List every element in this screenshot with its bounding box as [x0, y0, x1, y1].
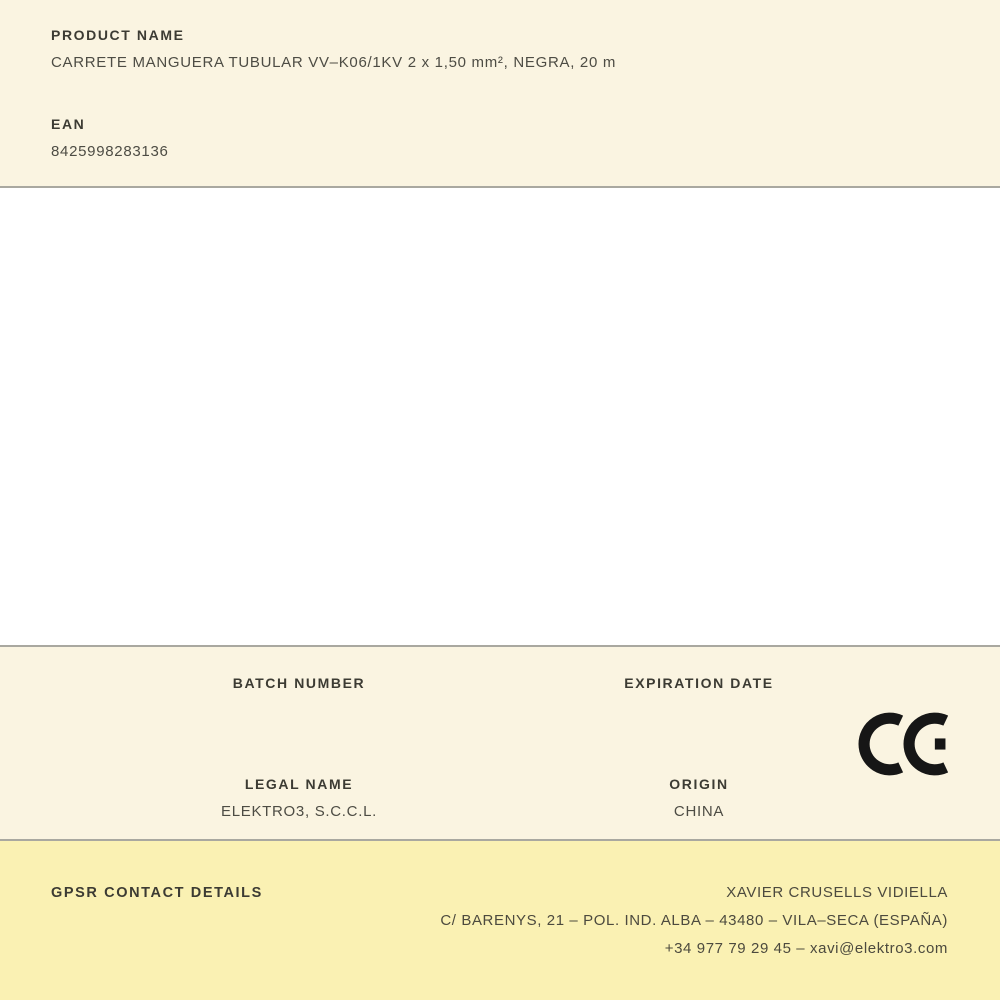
- contact-details-block: [440, 879, 948, 963]
- product-name-field: [51, 27, 949, 71]
- details-row-bottom: [0, 776, 1000, 820]
- contact-name: XAVIER CRUSELLS VIDIELLA: [726, 884, 948, 901]
- gpsr-contact-section: [0, 841, 1000, 1000]
- ean-value: 8425998283136: [51, 143, 169, 160]
- ce-mark-icon: [858, 712, 948, 776]
- details-row-top: [0, 675, 1000, 702]
- ean-field: [51, 116, 949, 160]
- origin-label: ORIGIN: [669, 776, 729, 792]
- legal-name-value: ELEKTRO3, S.C.C.L.: [221, 803, 377, 820]
- product-info-section: [0, 0, 1000, 186]
- legal-name-label: LEGAL NAME: [244, 776, 354, 792]
- batch-number-label: BATCH NUMBER: [232, 675, 366, 691]
- origin-value: CHINA: [673, 803, 725, 820]
- ean-label: EAN: [51, 116, 86, 132]
- gpsr-contact-label: GPSR CONTACT DETAILS: [51, 885, 263, 901]
- product-image-area: [0, 188, 1000, 645]
- batch-details-section: [0, 647, 1000, 839]
- contact-address: C/ BARENYS, 21 – POL. IND. ALBA – 43480 – VILA–SECA (ESPAÑA): [440, 912, 948, 929]
- legal-name-field: [99, 776, 499, 820]
- batch-number-field: [99, 675, 499, 702]
- origin-field: [499, 776, 899, 820]
- product-name-value: CARRETE MANGUERA TUBULAR VV–K06/1KV 2 x 1,50 mm², NEGRA, 20 m: [51, 54, 617, 71]
- product-name-label: PRODUCT NAME: [51, 27, 185, 43]
- expiration-date-field: [499, 675, 899, 702]
- contact-phone-email: +34 977 79 29 45 – xavi@elektro3.com: [664, 940, 948, 957]
- expiration-date-label: EXPIRATION DATE: [624, 675, 774, 691]
